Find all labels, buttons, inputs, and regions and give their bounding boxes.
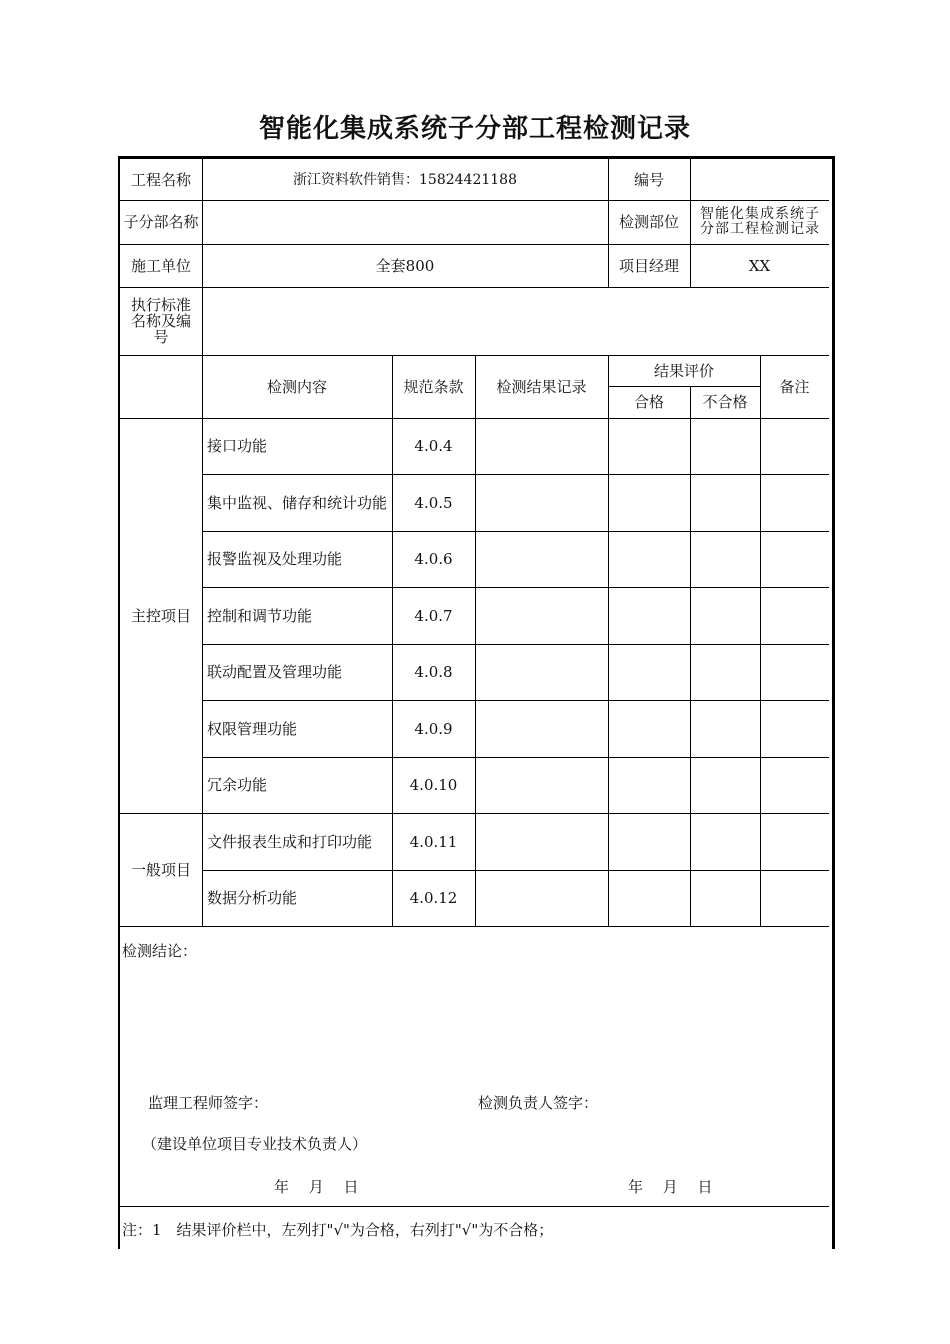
contractor-label: 施工单位: [130, 256, 191, 275]
row-clause: 4.0.12: [409, 889, 458, 907]
col-content: 检测内容: [266, 377, 327, 396]
row-clause: 4.0.7: [414, 606, 453, 625]
col-remark: 备注: [779, 377, 810, 396]
inspect-part-value: 智能化集成系统子分部工程检测记录: [700, 206, 820, 237]
supervisor-sign-label: 监理工程师签字：: [148, 1094, 269, 1112]
project-name-value: 浙江资料软件销售：15824421188: [293, 171, 517, 188]
row-content: 报警监视及处理功能: [207, 550, 343, 568]
row-clause: 4.0.8: [414, 663, 453, 681]
project-name-label: 工程名称: [130, 170, 191, 189]
pm-label: 项目经理: [618, 256, 679, 275]
number-label: 编号: [633, 170, 664, 189]
row-content: 接口功能: [207, 437, 268, 455]
row-clause: 4.0.4: [414, 437, 453, 455]
pm-value: XX: [748, 256, 771, 275]
row-clause: 4.0.9: [414, 719, 453, 738]
conclusion-label: 检测结论：: [122, 942, 198, 960]
standard-label: 执行标准名称及编号: [130, 296, 191, 346]
subdivision-label: 子分部名称: [123, 213, 199, 231]
group-general: 一般项目: [130, 860, 191, 879]
col-fail: 不合格: [702, 393, 748, 411]
inspector-sign-label: 检测负责人签字：: [478, 1094, 599, 1112]
row-content: 集中监视、储存和统计功能: [207, 493, 388, 512]
form-table: [118, 156, 835, 1249]
date-left: 年 月 日: [274, 1178, 359, 1196]
col-evaluation: 结果评价: [653, 361, 714, 380]
row-clause: 4.0.5: [414, 493, 453, 512]
row-content: 数据分析功能: [207, 889, 298, 907]
row-clause: 4.0.11: [409, 832, 458, 851]
owner-note: （建设单位项目专业技术负责人）: [142, 1135, 368, 1153]
date-right: 年 月 日: [628, 1178, 713, 1196]
subdivision-value: [202, 200, 608, 244]
group-main: 主控项目: [130, 606, 191, 625]
standard-value: [202, 287, 829, 355]
footnote: 注：1 结果评价栏中，左列打"√"为合格，右列打"√"为不合格；: [122, 1221, 554, 1239]
col-clause: 规范条款: [403, 377, 464, 396]
row-content: 控制和调节功能: [207, 606, 313, 625]
row-content: 文件报表生成和打印功能: [207, 832, 373, 851]
page-title: 智能化集成系统子分部工程检测记录: [258, 114, 691, 144]
row-clause: 4.0.6: [414, 550, 453, 568]
inspect-part-label: 检测部位: [618, 213, 679, 231]
number-value: [690, 159, 829, 200]
row-clause: 4.0.10: [409, 776, 458, 794]
col-record: 检测结果记录: [496, 377, 587, 396]
row-content: 权限管理功能: [207, 719, 298, 738]
col-pass: 合格: [633, 393, 664, 411]
contractor-value: 全套800: [375, 256, 435, 275]
row-content: 联动配置及管理功能: [207, 663, 343, 681]
row-content: 冗余功能: [207, 776, 268, 794]
